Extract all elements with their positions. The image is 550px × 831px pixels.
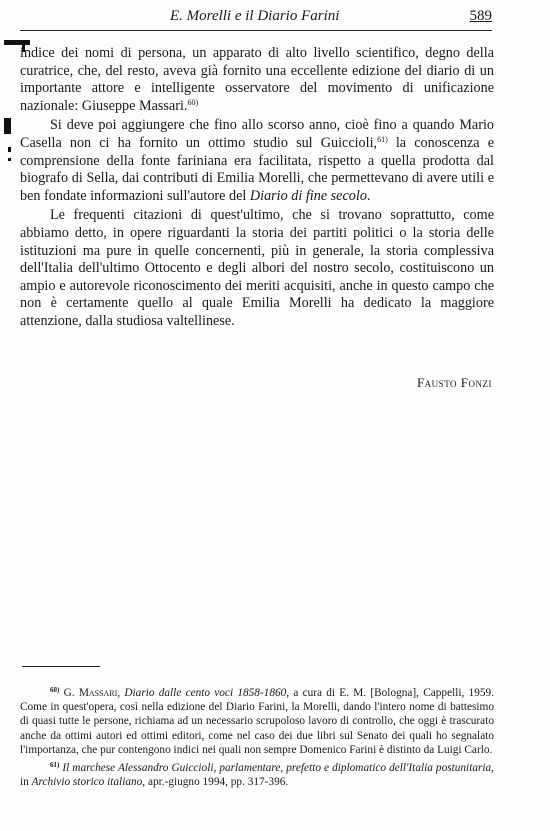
footnote-61-mark: 61) bbox=[50, 761, 60, 770]
footnote-61-journal: Archivio storico italiano bbox=[31, 776, 143, 789]
footnote-rule bbox=[22, 666, 100, 667]
paragraph-2-text-b: la conoscenza e comprensione della fonte fariniana era facilitata, rispetto a quella prodotta dal biografo di Sella, dai contributi di Emilia Morelli, che permettevano di avere utili e ben fondate informazioni sull'autore del bbox=[20, 134, 494, 204]
footnote-61-mid: , in bbox=[20, 762, 494, 789]
footnotes bbox=[20, 686, 494, 793]
paragraph-2 bbox=[20, 117, 494, 205]
footnote-60-mark: 60) bbox=[50, 686, 60, 694]
body-text bbox=[20, 45, 494, 331]
footnote-61-title: Il marchese Alessandro Guiccioli, parlamentare, prefetto e diplomatico dell'Italia postunitaria bbox=[62, 762, 492, 775]
running-header bbox=[20, 6, 492, 31]
paragraph-1-text: indice dei nomi di persona, un apparato di alto livello scientifico, degno della curatrice, che, del resto, aveva già fornito una eccellente edizione del diario di un importante attore e intelligente osservatore del movimento di unificazione nazionale: Giuseppe Massari. bbox=[20, 45, 494, 114]
paragraph-2-italic-title: Diario di fine secolo bbox=[249, 187, 367, 204]
footnote-60 bbox=[20, 686, 494, 757]
footnote-ref-61: 61) bbox=[377, 134, 388, 144]
paragraph-2-text-c: . bbox=[366, 187, 371, 204]
footnote-60-title: Diario dalle cento voci 1858-1860 bbox=[124, 687, 287, 699]
footnote-ref-60: 60) bbox=[187, 97, 199, 107]
running-title: E. Morelli e il Diario Farini bbox=[170, 8, 340, 24]
scan-mark-dot-b bbox=[8, 158, 11, 161]
footnote-61 bbox=[20, 761, 494, 789]
scan-mark-mid bbox=[4, 118, 11, 134]
footnote-60-rest: , a cura di E. M. [Bologna], Cappelli, 1959. Come in quest'opera, così nella edizione del Diario Farini, la Morelli, dando l'intero nome di battesimo di quasi tutte le persone, richiama ad un necessario scrupoloso lavoro di controllo, che oggi è trascurato anche da ottimi autori ed ottimi editori, come nel caso dei due libri sul Senato dei quali ho segnalato l'importanza, che pur contengono indici nei quali non sempre Domenico Farini è distinto da Luigi Carlo. bbox=[20, 687, 494, 756]
footnote-61-rest: , apr.-giugno 1994, pp. 317-396. bbox=[142, 776, 289, 789]
footnote-60-sep: , bbox=[117, 687, 125, 699]
paragraph-1 bbox=[20, 45, 494, 115]
author-signature: Fausto Fonzi bbox=[416, 375, 492, 390]
scan-mark-dot-a bbox=[8, 147, 11, 152]
paragraph-2-text-a: Si deve poi aggiungere che fino allo scorso anno, cioè fino a quando Mario Casella non ci ha fornito un ottimo studio sul Guiccioli, bbox=[20, 117, 494, 151]
paragraph-3 bbox=[20, 207, 494, 330]
page-number: 589 bbox=[469, 8, 492, 24]
footnote-60-author: G. Massari bbox=[63, 687, 118, 699]
paragraph-3-text: Le frequenti citazioni di quest'ultimo, che si trovano soprattutto, come abbiamo detto, in opere riguardanti la storia dei partiti politici o la storia delle istituzioni ma pure in quelle concernenti, più in generale, la storia complessiva dell'Italia dell'ultimo Ottocento e degli albori del nostro secolo, costituiscono un ampio e autorevole riconoscimento dei meriti acquisiti, anche in questo campo che non è certamente quello al quale Emilia Morelli ha dedicato la maggiore attenzione, dalla studiosa valtellinese. bbox=[20, 207, 494, 329]
